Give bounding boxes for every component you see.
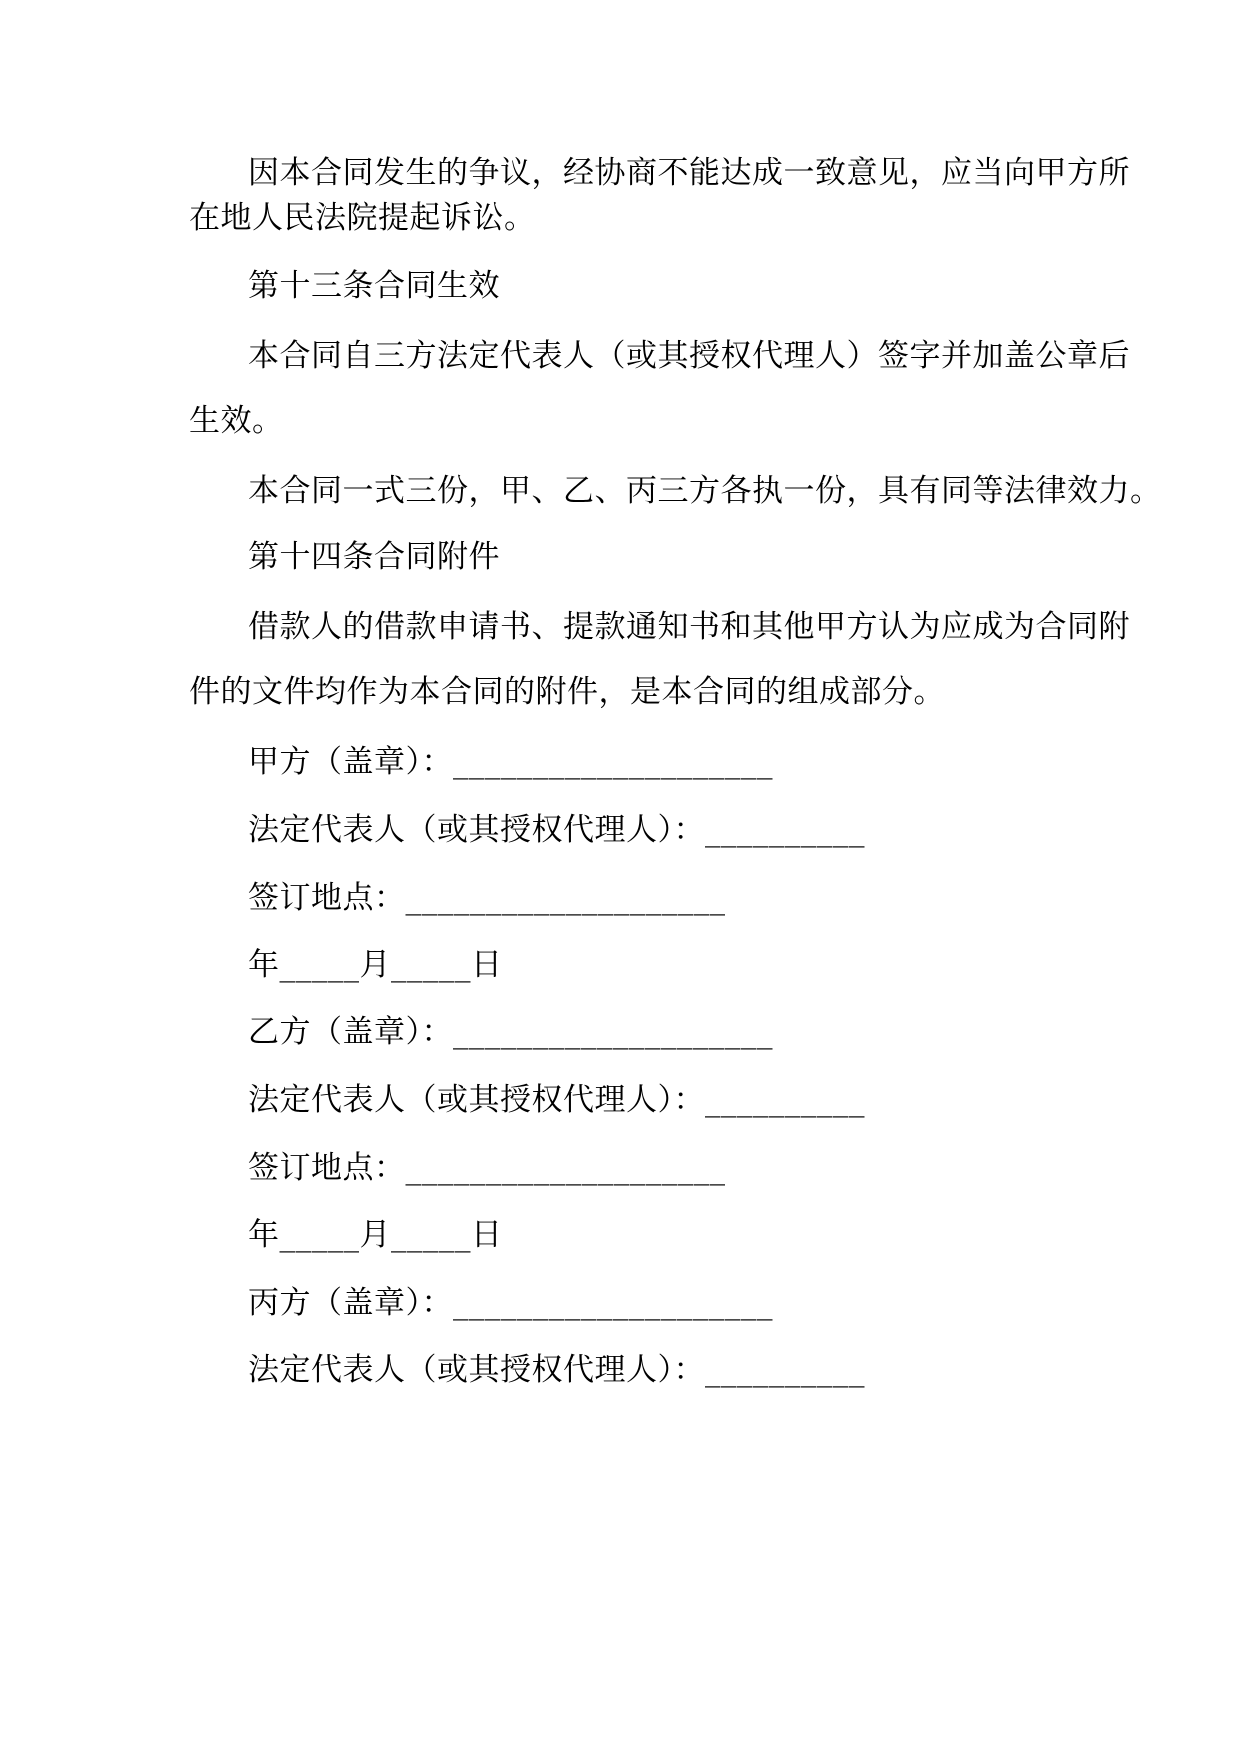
copies-clause: 本合同一式三份，甲、乙、丙三方各执一份，具有同等法律效力。 [248, 473, 1162, 509]
party-b-signing-place-line: 签订地点：____________________ [248, 1150, 726, 1186]
effectiveness-clause-line-2: 生效。 [189, 403, 284, 439]
party-c-representative-line: 法定代表人（或其授权代理人）：__________ [248, 1352, 865, 1388]
dispute-clause-line-1: 因本合同发生的争议，经协商不能达成一致意见，应当向甲方所 [248, 155, 1130, 191]
article-14-heading: 第十四条合同附件 [248, 539, 500, 575]
party-b-date-line: 年_____月_____日 [248, 1217, 503, 1253]
party-a-date-line: 年_____月_____日 [248, 947, 503, 983]
party-a-representative-line: 法定代表人（或其授权代理人）：__________ [248, 812, 865, 848]
effectiveness-clause-line-1: 本合同自三方法定代表人（或其授权代理人）签字并加盖公章后 [248, 338, 1130, 374]
attachments-clause-line-2: 件的文件均作为本合同的附件，是本合同的组成部分。 [189, 674, 945, 710]
article-13-heading: 第十三条合同生效 [248, 268, 500, 304]
party-c-seal-line: 丙方（盖章）：____________________ [248, 1285, 773, 1321]
party-b-seal-line: 乙方（盖章）：____________________ [248, 1014, 773, 1050]
party-a-signing-place-line: 签订地点：____________________ [248, 880, 726, 916]
party-b-representative-line: 法定代表人（或其授权代理人）：__________ [248, 1082, 865, 1118]
attachments-clause-line-1: 借款人的借款申请书、提款通知书和其他甲方认为应成为合同附 [248, 609, 1130, 645]
party-a-seal-line: 甲方（盖章）：____________________ [248, 744, 773, 780]
dispute-clause-line-2: 在地人民法院提起诉讼。 [189, 200, 536, 236]
